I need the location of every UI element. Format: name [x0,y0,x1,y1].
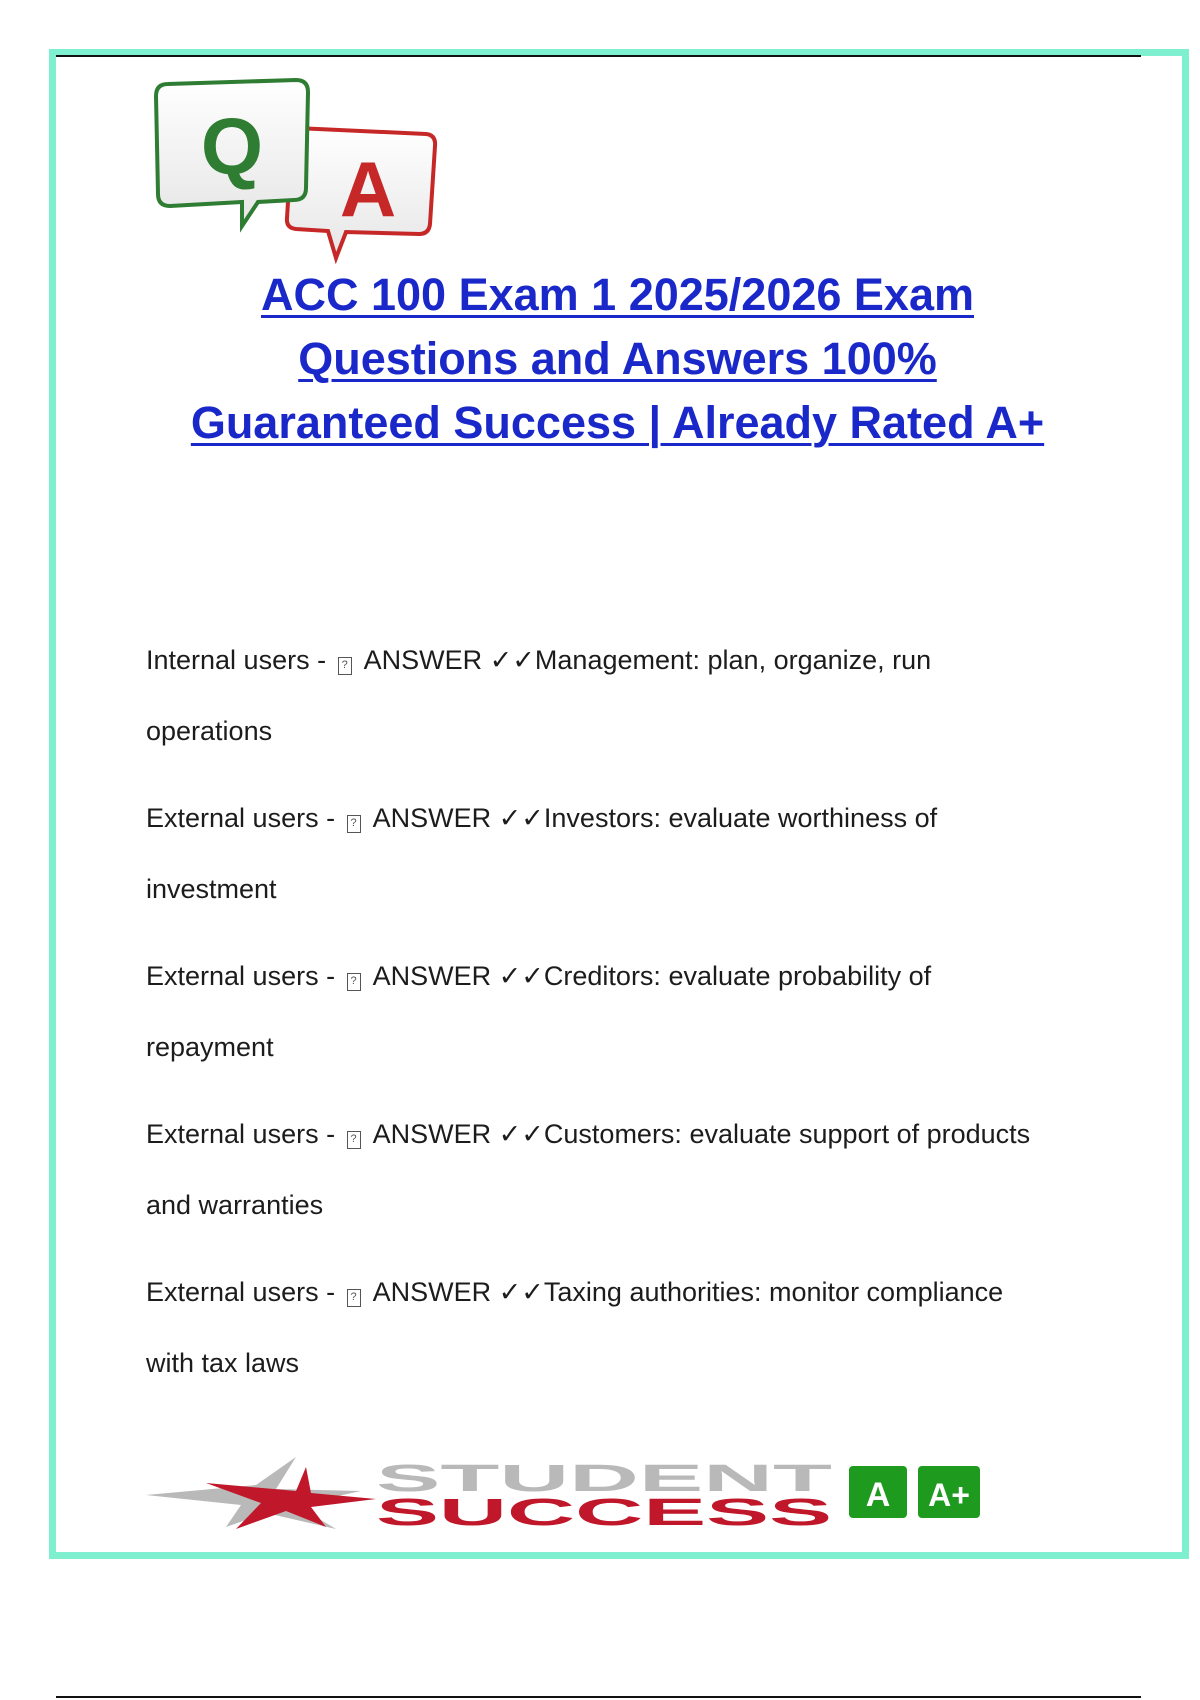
top-rule [56,55,1141,57]
qa-definition-cont: operations [146,716,273,746]
answer-label: ANSWER [372,961,492,991]
qa-item [146,1099,1106,1241]
qa-definition-cont: investment [146,874,277,904]
grade-badge-a-text: A [865,1476,891,1514]
q-letter: Q [200,102,264,191]
qa-separator: - [326,961,336,991]
logo-word-student: STUDENT [376,1458,832,1500]
qa-term: External users [146,1277,319,1307]
qa-definition-cont: with tax laws [146,1348,300,1378]
qa-term: External users [146,1119,319,1149]
qa-term: External users [146,961,319,991]
bottom-rule [56,1696,1141,1698]
check-icon: ✓✓ [498,961,544,991]
document-title [120,263,1115,455]
qa-definition-cont: repayment [146,1032,274,1062]
answer-marker-icon: ? [347,1131,361,1149]
title-line-3: Guaranteed Success | Already Rated A+ [190,397,1045,448]
a-letter: A [339,145,397,233]
qa-separator: - [326,1119,336,1149]
check-icon: ✓✓ [498,1119,544,1149]
answer-marker-icon: ? [347,815,361,833]
title-line-1: ACC 100 Exam 1 2025/2026 Exam [261,269,974,320]
qa-item [146,625,1106,767]
qa-definition: Taxing authorities: monitor compliance [543,1277,1004,1307]
grade-badge-a-plus-text: A+ [928,1477,970,1513]
qa-item [146,783,1106,925]
check-icon: ✓✓ [489,645,535,675]
answer-marker-icon: ? [347,973,361,991]
qa-list [146,625,1106,1415]
check-icon: ✓✓ [498,1277,544,1307]
qa-item [146,1257,1106,1399]
title-line-2: Questions and Answers 100% [298,333,937,384]
student-success-logo [146,1455,1066,1529]
answer-marker-icon: ? [338,657,352,675]
qa-term: Internal users [146,645,310,675]
qa-definition: Investors: evaluate worthiness of [543,803,938,833]
qa-term: External users [146,803,319,833]
qa-definition: Customers: evaluate support of products [543,1119,1031,1149]
qa-item [146,941,1106,1083]
qa-definition: Creditors: evaluate probability of [543,961,932,991]
answer-marker-icon: ? [347,1289,361,1307]
logo-word-success: SUCCESS [376,1492,832,1529]
answer-label: ANSWER [372,803,492,833]
qa-separator: - [326,1277,336,1307]
qa-separator: - [326,803,336,833]
qa-definition: Management: plan, organize, run [534,645,932,675]
qa-definition-cont: and warranties [146,1190,324,1220]
answer-label: ANSWER [372,1119,492,1149]
qa-speech-bubbles-logo [146,76,466,266]
answer-label: ANSWER [363,645,483,675]
qa-separator: - [317,645,327,675]
check-icon: ✓✓ [498,803,544,833]
answer-label: ANSWER [372,1277,492,1307]
